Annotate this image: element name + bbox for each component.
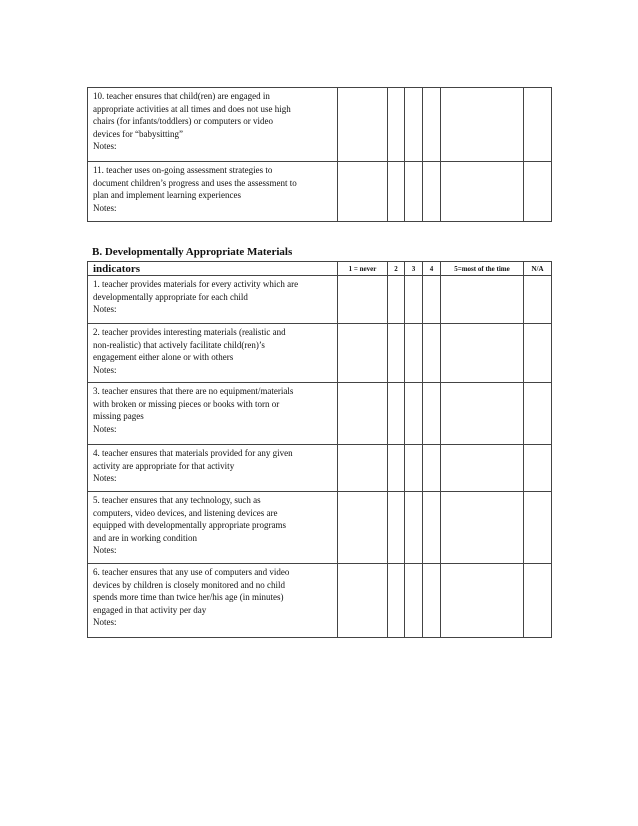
rating-cell-never[interactable] bbox=[338, 492, 388, 564]
indicator-cell: 2. teacher provides interesting materials (realistic and non-realistic) that actively facilitate child(ren)’s engagement either alone or with others Notes: bbox=[88, 324, 338, 383]
table-row bbox=[88, 383, 552, 445]
rating-cell-4[interactable] bbox=[423, 162, 441, 222]
rating-cell-never[interactable] bbox=[338, 88, 388, 162]
rating-cell-never[interactable] bbox=[338, 564, 388, 638]
table-row bbox=[88, 88, 552, 162]
rating-cell-2[interactable] bbox=[388, 564, 405, 638]
rating-cell-3[interactable] bbox=[405, 383, 423, 445]
indicator-cell: 5. teacher ensures that any technology, such as computers, video devices, and listening devices are equipped with developmentally appropriate programs and are in working condition Notes: bbox=[88, 492, 338, 564]
header-most: 5=most of the time bbox=[441, 262, 524, 276]
rating-cell-3[interactable] bbox=[405, 276, 423, 324]
header-2: 2 bbox=[388, 262, 405, 276]
rating-cell-most[interactable] bbox=[441, 564, 524, 638]
rating-cell-na[interactable] bbox=[524, 492, 552, 564]
rating-cell-2[interactable] bbox=[388, 383, 405, 445]
rating-cell-most[interactable] bbox=[441, 492, 524, 564]
table-row bbox=[88, 324, 552, 383]
header-4: 4 bbox=[423, 262, 441, 276]
rating-cell-most[interactable] bbox=[441, 383, 524, 445]
table-row bbox=[88, 564, 552, 638]
rating-cell-na[interactable] bbox=[524, 276, 552, 324]
rating-cell-na[interactable] bbox=[524, 162, 552, 222]
rating-cell-3[interactable] bbox=[405, 445, 423, 492]
header-na: N/A bbox=[524, 262, 552, 276]
rating-cell-most[interactable] bbox=[441, 445, 524, 492]
rating-table-a bbox=[87, 87, 552, 222]
rating-cell-2[interactable] bbox=[388, 88, 405, 162]
rating-cell-most[interactable] bbox=[441, 276, 524, 324]
rating-cell-na[interactable] bbox=[524, 383, 552, 445]
table-header-row bbox=[88, 262, 552, 276]
indicator-cell: 6. teacher ensures that any use of computers and video devices by children is closely monitored and no child spends more time than twice her/his age (in minutes) engaged in that activity per day Notes: bbox=[88, 564, 338, 638]
table-row bbox=[88, 276, 552, 324]
rating-cell-4[interactable] bbox=[423, 324, 441, 383]
indicator-cell: 1. teacher provides materials for every activity which are developmentally appropriate for each child Notes: bbox=[88, 276, 338, 324]
rating-cell-never[interactable] bbox=[338, 324, 388, 383]
rating-cell-3[interactable] bbox=[405, 564, 423, 638]
rating-cell-never[interactable] bbox=[338, 383, 388, 445]
rating-cell-most[interactable] bbox=[441, 162, 524, 222]
rating-cell-most[interactable] bbox=[441, 324, 524, 383]
rating-cell-4[interactable] bbox=[423, 88, 441, 162]
rating-cell-4[interactable] bbox=[423, 492, 441, 564]
rating-cell-4[interactable] bbox=[423, 383, 441, 445]
rating-table-b bbox=[87, 261, 552, 638]
rating-cell-3[interactable] bbox=[405, 88, 423, 162]
rating-cell-never[interactable] bbox=[338, 162, 388, 222]
rating-cell-2[interactable] bbox=[388, 492, 405, 564]
header-never: 1 = never bbox=[338, 262, 388, 276]
rating-cell-most[interactable] bbox=[441, 88, 524, 162]
rating-cell-4[interactable] bbox=[423, 564, 441, 638]
rating-cell-4[interactable] bbox=[423, 445, 441, 492]
rating-cell-na[interactable] bbox=[524, 88, 552, 162]
rating-cell-3[interactable] bbox=[405, 492, 423, 564]
table-row bbox=[88, 445, 552, 492]
rating-cell-never[interactable] bbox=[338, 276, 388, 324]
rating-cell-2[interactable] bbox=[388, 276, 405, 324]
rating-cell-na[interactable] bbox=[524, 564, 552, 638]
indicator-cell: 11. teacher uses on-going assessment strategies to document children’s progress and uses the assessment to plan and implement learning experiences Notes: bbox=[88, 162, 338, 222]
table-row bbox=[88, 162, 552, 222]
rating-cell-2[interactable] bbox=[388, 324, 405, 383]
rating-cell-3[interactable] bbox=[405, 324, 423, 383]
rating-cell-2[interactable] bbox=[388, 445, 405, 492]
table-row bbox=[88, 492, 552, 564]
rating-cell-na[interactable] bbox=[524, 324, 552, 383]
indicator-cell: 4. teacher ensures that materials provided for any given activity are appropriate for that activity Notes: bbox=[88, 445, 338, 492]
header-3: 3 bbox=[405, 262, 423, 276]
header-indicators: indicators bbox=[88, 262, 338, 276]
indicator-cell: 3. teacher ensures that there are no equipment/materials with broken or missing pieces or books with torn or missing pages Notes: bbox=[88, 383, 338, 445]
section-title: B. Developmentally Appropriate Materials bbox=[92, 246, 293, 258]
rating-cell-2[interactable] bbox=[388, 162, 405, 222]
rating-cell-never[interactable] bbox=[338, 445, 388, 492]
rating-cell-na[interactable] bbox=[524, 445, 552, 492]
rating-cell-4[interactable] bbox=[423, 276, 441, 324]
rating-cell-3[interactable] bbox=[405, 162, 423, 222]
indicator-cell: 10. teacher ensures that child(ren) are engaged in appropriate activities at all times and does not use high chairs (for infants/toddlers) or computers or video devices for “babysitting” Notes: bbox=[88, 88, 338, 162]
